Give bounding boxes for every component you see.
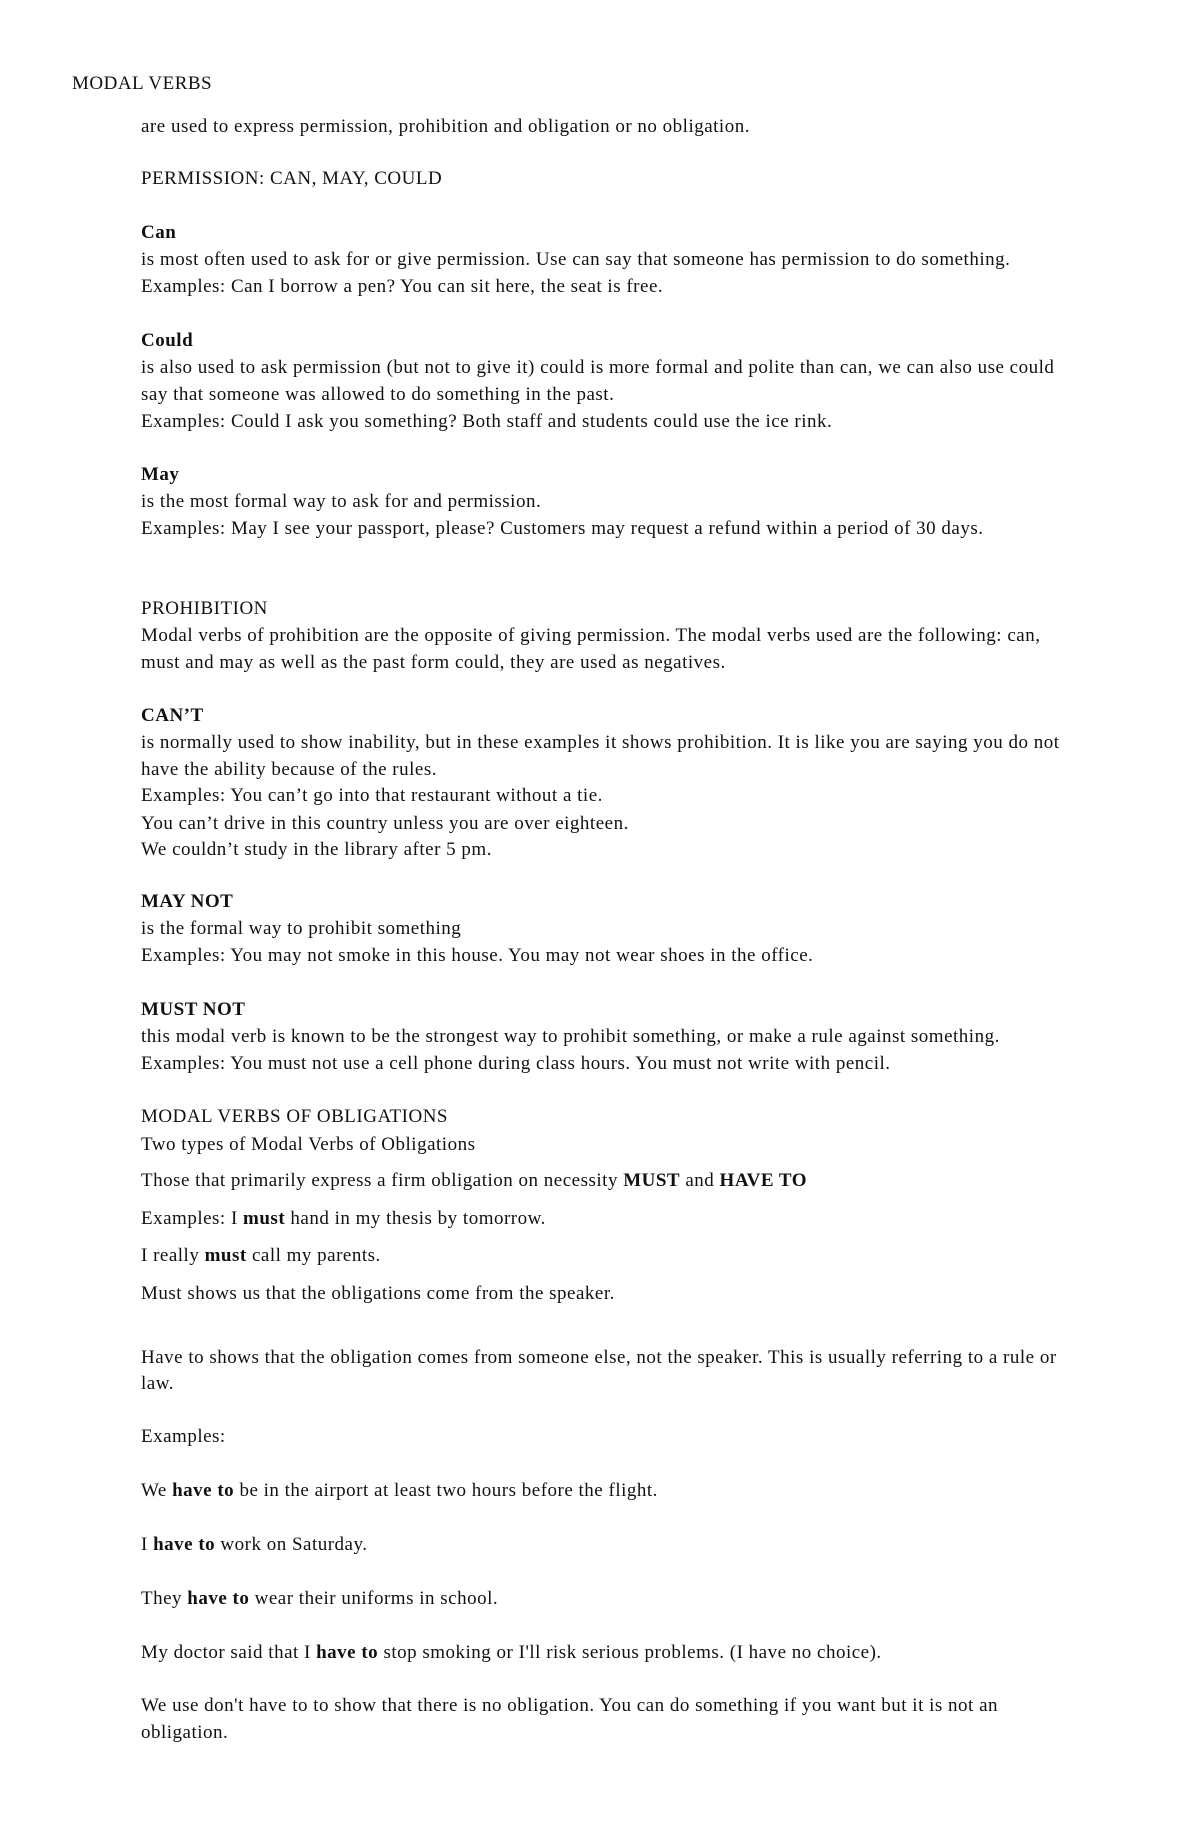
- can-examples: Examples: Can I borrow a pen? You can sit here, the seat is free.: [141, 276, 664, 297]
- permission-heading: PERMISSION: CAN, MAY, COULD: [141, 168, 443, 189]
- cant-example-2: You can’t drive in this country unless you are over eighteen.: [141, 813, 629, 834]
- must-example-2: I really must call my parents.: [141, 1245, 381, 1266]
- can-text: is most often used to ask for or give permission. Use can say that someone has permission to do something.: [141, 249, 1011, 270]
- prohibition-text-cont: must and may as well as the past form could, they are used as negatives.: [141, 652, 726, 673]
- may-not-label: MAY NOT: [141, 891, 234, 912]
- must-not-label: MUST NOT: [141, 999, 246, 1020]
- must-not-text: this modal verb is known to be the strongest way to prohibit something, or make a rule against something.: [141, 1026, 1000, 1047]
- prohibition-text: Modal verbs of prohibition are the opposite of giving permission. The modal verbs used are the following: can,: [141, 625, 1041, 646]
- have-to-example-2: I have to work on Saturday.: [141, 1534, 368, 1555]
- can-label: Can: [141, 222, 177, 243]
- examples-label: Examples:: [141, 1426, 226, 1447]
- may-not-text: is the formal way to prohibit something: [141, 918, 462, 939]
- cant-example-3: We couldn’t study in the library after 5 pm.: [141, 839, 492, 860]
- have-to-example-3: They have to wear their uniforms in school.: [141, 1588, 499, 1609]
- obligation-heading: MODAL VERBS OF OBLIGATIONS: [141, 1106, 448, 1127]
- have-to-example-4: My doctor said that I have to stop smoking or I'll risk serious problems. (I have no choice).: [141, 1642, 882, 1663]
- document-title: MODAL VERBS: [72, 73, 213, 94]
- cant-text-cont: have the ability because of the rules.: [141, 759, 437, 780]
- may-not-examples: Examples: You may not smoke in this house. You may not wear shoes in the office.: [141, 945, 814, 966]
- have-to-note-cont: law.: [141, 1373, 174, 1394]
- cant-example-1: Examples: You can’t go into that restaurant without a tie.: [141, 785, 603, 806]
- intro-text: are used to express permission, prohibition and obligation or no obligation.: [141, 116, 750, 137]
- may-label: May: [141, 464, 180, 485]
- could-examples: Examples: Could I ask you something? Both staff and students could use the ice rink.: [141, 411, 833, 432]
- prohibition-heading: PROHIBITION: [141, 598, 268, 619]
- could-text-cont: say that someone was allowed to do something in the past.: [141, 384, 615, 405]
- cant-text: is normally used to show inability, but in these examples it shows prohibition. It is like you are saying you do not: [141, 732, 1060, 753]
- must-note: Must shows us that the obligations come from the speaker.: [141, 1283, 615, 1304]
- cant-label: CAN’T: [141, 705, 204, 726]
- have-to-note: Have to shows that the obligation comes from someone else, not the speaker. This is usually referring to a rule or: [141, 1347, 1057, 1368]
- may-examples: Examples: May I see your passport, please? Customers may request a refund within a period of 30 days.: [141, 518, 984, 539]
- may-text: is the most formal way to ask for and permission.: [141, 491, 542, 512]
- no-obligation-text-cont: obligation.: [141, 1722, 229, 1743]
- obligation-types: Those that primarily express a firm obligation on necessity MUST and HAVE TO: [141, 1170, 808, 1191]
- could-label: Could: [141, 330, 194, 351]
- must-example-1: Examples: I must hand in my thesis by tomorrow.: [141, 1208, 546, 1229]
- have-to-example-1: We have to be in the airport at least two hours before the flight.: [141, 1480, 658, 1501]
- could-text: is also used to ask permission (but not to give it) could is more formal and polite than can, we can also use could: [141, 357, 1055, 378]
- no-obligation-text: We use don't have to to show that there is no obligation. You can do something if you want but it is not an: [141, 1695, 999, 1716]
- must-not-examples: Examples: You must not use a cell phone during class hours. You must not write with pencil.: [141, 1053, 891, 1074]
- obligation-subheading: Two types of Modal Verbs of Obligations: [141, 1134, 476, 1155]
